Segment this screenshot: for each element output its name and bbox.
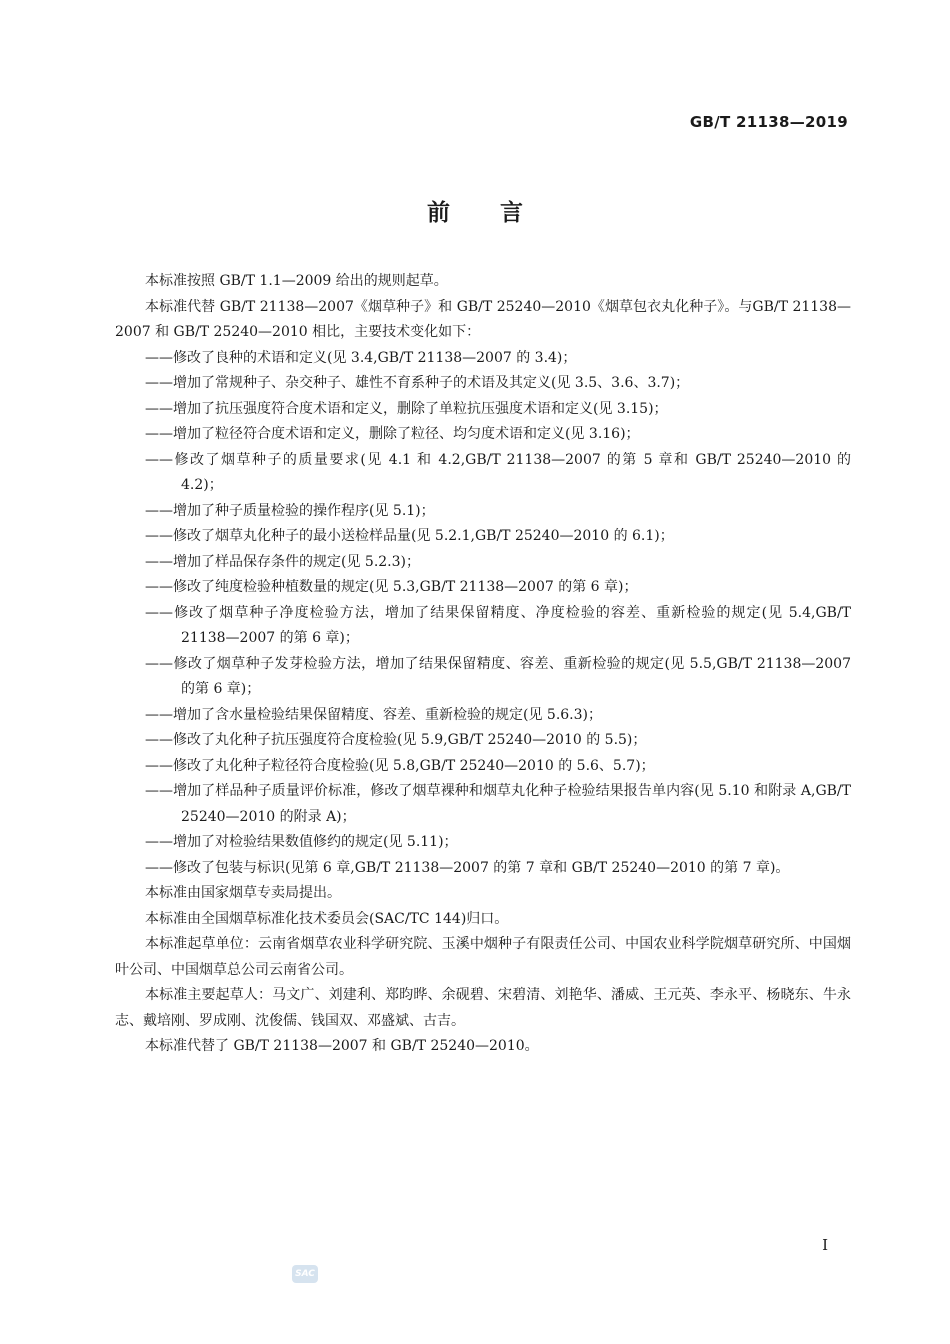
proposer-paragraph: 本标准由国家烟草专卖局提出。 [145,885,341,901]
intro-paragraph: 本标准代替 GB/T 21138—2007《烟草种子》和 GB/T 25240—2010《烟草包衣丸化种子》。与GB/T 21138—2007 和 GB/T 25240—2010 相比，主要技术变化如下： [115,298,851,340]
change-item: ——修改了烟草丸化种子的最小送检样品量(见 5.2.1,GB/T 25240—2010 的 6.1)； [145,528,674,544]
change-item: ——增加了粒径符合度术语和定义，删除了粒径、均匀度术语和定义(见 3.16)； [145,426,640,442]
document-body [115,269,851,1060]
committee-paragraph: 本标准由全国烟草标准化技术委员会(SAC/TC 144)归口。 [145,910,509,927]
change-item: ——修改了包装与标识(见第 6 章,GB/T 21138—2007 的第 7 章和 GB/T 25240—2010 的第 7 章)。 [145,859,790,876]
change-item: ——修改了烟草种子的质量要求(见 4.1 和 4.2,GB/T 21138—2007 的第 5 章和 GB/T 25240—2010 的 4.2)； [145,451,851,493]
change-item: ——修改了纯度检验种植数量的规定(见 5.3,GB/T 21138—2007 的第 6 章)； [145,579,638,595]
standard-code: GB/T 21138—2019 [689,113,848,131]
change-item: ——增加了样品保存条件的规定(见 5.2.3)； [145,553,420,570]
change-item: ——修改了丸化种子抗压强度符合度检验(见 5.9,GB/T 25240—2010 的 5.5)； [145,732,647,748]
change-item: ——修改了烟草种子发芽检验方法，增加了结果保留精度、容差、重新检验的规定(见 5.5,GB/T 21138—2007 的第 6 章)； [145,655,851,697]
sac-logo: SAC [292,1265,318,1283]
change-item: ——修改了烟草种子净度检验方法，增加了结果保留精度、净度检验的容差、重新检验的规定(见 5.4,GB/T 21138—2007 的第 6 章)； [145,604,851,646]
intro-paragraph: 本标准按照 GB/T 1.1—2009 给出的规则起草。 [145,273,448,289]
drafters-paragraph: 本标准主要起草人：马文广、刘建利、郑昀晔、余砚碧、宋碧清、刘艳华、潘威、王元英、李永平、杨晓东、牛永志、戴培刚、罗成刚、沈俊儒、钱国双、邓盛斌、古吉。 [115,987,851,1029]
replacement-paragraph: 本标准代替了 GB/T 21138—2007 和 GB/T 25240—2010。 [145,1038,539,1054]
change-item: ——增加了对检验结果数值修约的规定(见 5.11)； [145,834,458,850]
change-item: ——修改了丸化种子粒径符合度检验(见 5.8,GB/T 25240—2010 的 5.6、5.7)； [145,757,655,774]
change-item: ——修改了良种的术语和定义(见 3.4,GB/T 21138—2007 的 3.4)； [145,349,577,366]
change-item: ——增加了常规种子、杂交种子、雄性不育系种子的术语及其定义(见 3.5、3.6、3.7)； [145,375,690,391]
drafting-units-paragraph: 本标准起草单位：云南省烟草农业科学研究院、玉溪中烟种子有限责任公司、中国农业科学院烟草研究所、中国烟叶公司、中国烟草总公司云南省公司。 [115,936,851,978]
change-item: ——增加了抗压强度符合度术语和定义，删除了单粒抗压强度术语和定义(见 3.15)； [145,400,668,417]
change-item: ——增加了含水量检验结果保留精度、容差、重新检验的规定(见 5.6.3)； [145,706,602,723]
change-item: ——增加了样品种子质量评价标准，修改了烟草裸种和烟草丸化种子检验结果报告单内容(见 5.10 和附录 A,GB/T 25240—2010 的附录 A)； [145,783,851,825]
page-title: 前言 [427,200,573,226]
change-item: ——增加了种子质量检验的操作程序(见 5.1)； [145,502,435,519]
page-number: I [822,1236,828,1254]
